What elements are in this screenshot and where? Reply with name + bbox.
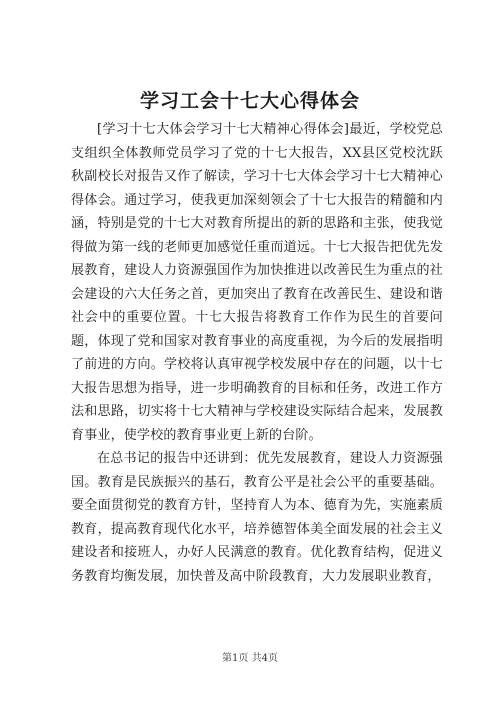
page-footer: 第1页 共4页 (222, 653, 278, 664)
document-title: 学习工会十七大心得体会 (139, 90, 360, 112)
paragraph: 在总书记的报告中还讲到：优先发展教育，建设人力资源强国。教育是民族振兴的基石，教育公平是社会公平的重要基础。要全面贯彻党的教育方针，坚持育人为本、德育为先，实施素质教育，提高教育现代化水平，培养德智体美全面发展的社会主义建设者和接班人，办好人民满意的教育。优化教育结构，促进义务教育均衡发展，加快普及高中阶段教育，大力发展职业教育， (71, 451, 443, 584)
paragraph: [学习十七大体会学习十七大精神心得体会]最近，学校党总支组织全体教师党员学习了党的十七大报告，XX县区党校沈跃秋副校长对报告又作了解读，学习十七大体会学习十七大精神心得体会。通过学习，使我更加深刻领会了十七大报告的精髓和内涵，特别是党的十七大对教育所提出的新的思路和主张，使我觉得做为第一线的老师更加感觉任重而道远。十七大报告把优先发展教育，建设人力资源强国作为加快推进以改善民生为重点的社会建设的六大任务之首，更加突出了教育在改善民生、建设和谐社会中的重要位置。十七大报告将教育工作作为民生的首要问题，体现了党和国家对教育事业的高度重视，为今后的发展指明了前进的方向。学校将认真审视学校发展中存在的问题，以十七大报告思想为指导，进一步明确教育的目标和任务，改进工作方法和思路，切实将十七大精神与学校建设实际结合起来，发展教育事业，使学校的教育事业更上新的台阶。 (71, 122, 443, 443)
document-body (71, 118, 443, 588)
